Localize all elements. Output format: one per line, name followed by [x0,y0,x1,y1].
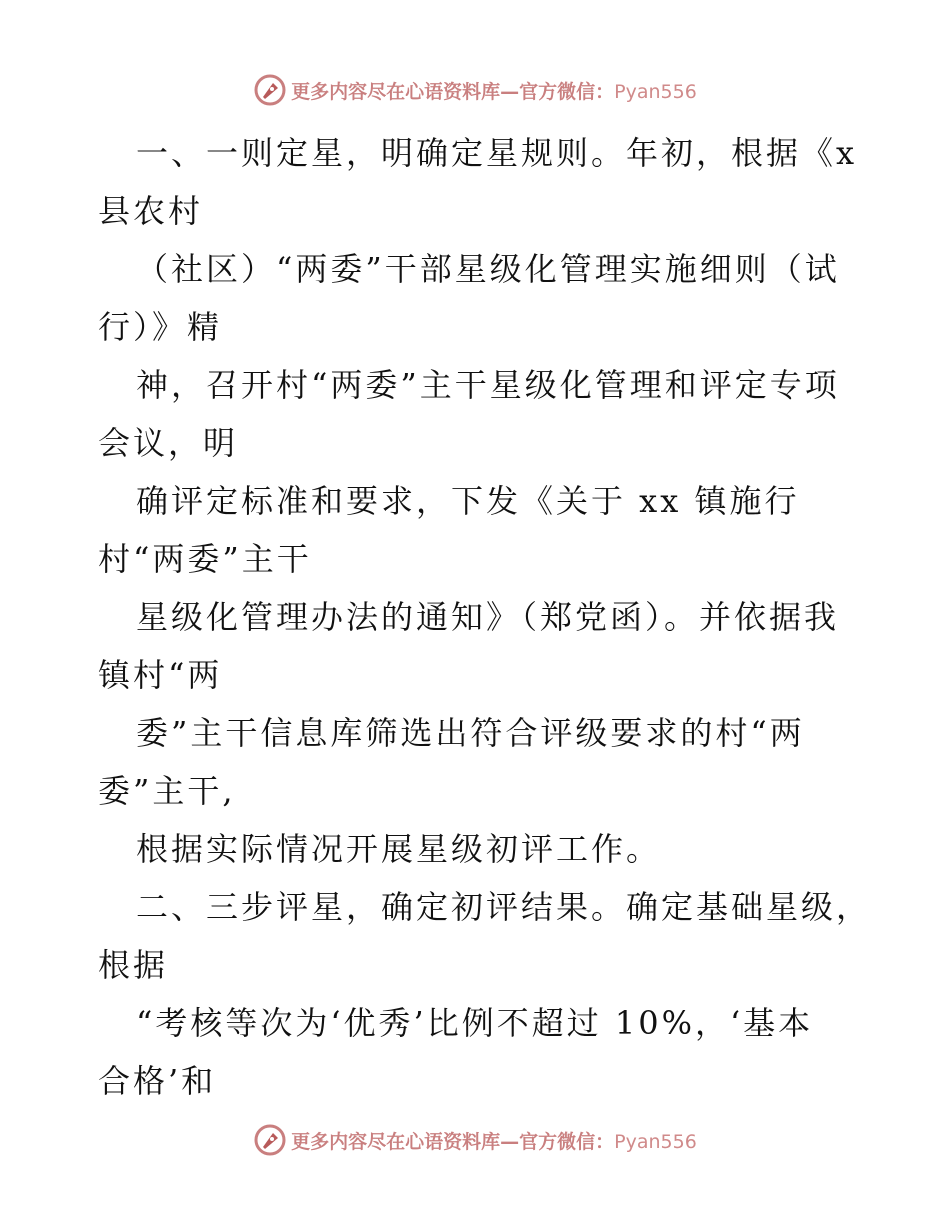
text-line: 一、一则定星，明确定星规则。年初，根据《x [136,134,858,172]
text-line: 委”主干, [98,772,236,810]
text-line: 委”主干信息库筛选出符合评级要求的村“两 [136,714,805,752]
watermark-wechat-id: Pyan556 [614,1130,697,1153]
pen-nib-circle-icon [253,1123,287,1157]
text-line: 镇村“两 [98,656,223,694]
text-line: 二、三步评星，确定初评结果。确定基础星级， [136,888,872,926]
text-line: （社区）“两委”干部星级化管理实施细则（试 [136,250,840,288]
text-line: 确评定标准和要求，下发《关于 xx 镇施行 [136,482,800,520]
text-line: 星级化管理办法的通知》（郑党函）。并依据我 [136,598,840,636]
text-line: 县农村 [98,192,204,230]
text-line: 根据实际情况开展星级初评工作。 [136,830,662,868]
text-line: “考核等次为‘优秀’比例不超过 10%，‘基本 [136,1004,814,1042]
document-body [98,124,872,1110]
watermark-wechat-id: Pyan556 [614,80,697,103]
text-line: 会议，明 [98,424,239,462]
text-line: 神，召开村“两委”主干星级化管理和评定专项 [136,366,840,404]
text-line: 行）》精 [98,308,223,346]
watermark-footer [0,1120,950,1160]
text-line: 根据 [98,946,169,984]
pen-nib-circle-icon [253,73,287,107]
watermark-text: 更多内容尽在心语资料库—官方微信：Pyan556 [291,1130,697,1153]
watermark-header [0,70,950,110]
watermark-text: 更多内容尽在心语资料库—官方微信：Pyan556 [291,80,697,103]
text-line: 村“两委”主干 [98,540,312,578]
text-line: 合格’和 [98,1062,217,1100]
